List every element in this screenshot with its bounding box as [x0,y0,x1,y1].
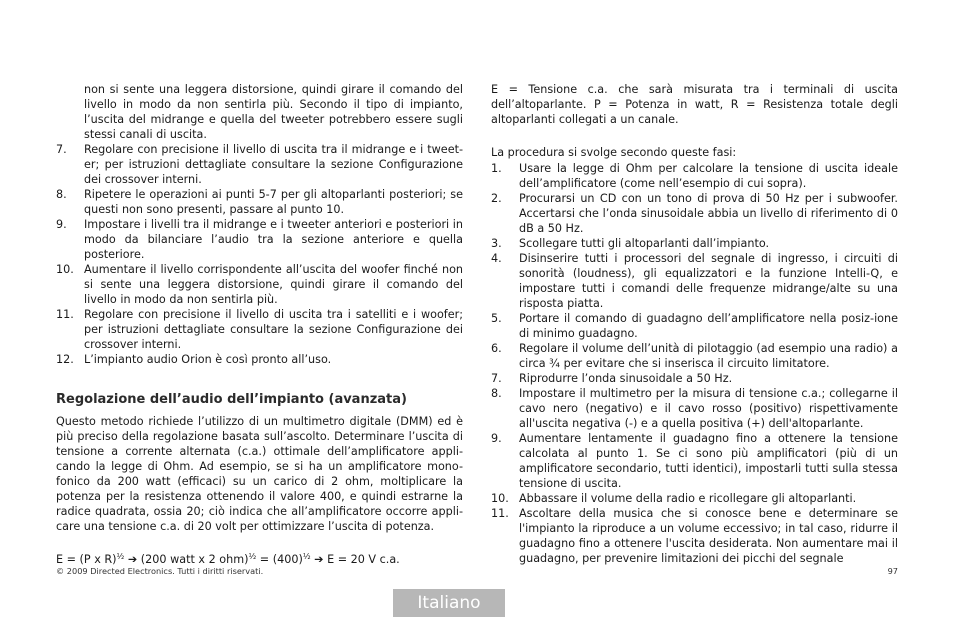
step-number: 7. [56,143,67,156]
formula-part: E = (P x R) [56,553,117,566]
step-text: Regolare con precisione il livello di uscita tra i satelliti e i woofer; per istruzioni dettagliate consultare la sezione Configurazione dei crossover interni. [84,308,463,351]
step-number: 7. [491,372,502,385]
list-item [491,191,898,236]
formula-exponent: ½ [302,552,311,561]
step-number: 8. [491,387,502,400]
step-number: 10. [491,492,509,505]
step-text: Regolare con precisione il livello di uscita tra il midrange e i tweet-er; per istruzioni dettagliate consultare la sezione Configurazione dei crossover interni. [84,143,463,186]
step-text: Ascoltare della musica che si conosce bene e determinare se l'impianto la riproduce a un volume eccessivo; in tal caso, ridurre il guadagno fino a ottenere l'uscita desiderata. Non aumentare mai il guadagno, per prevenire limitazioni dei picchi del segnale [519,507,898,565]
step-number: 8. [56,188,67,201]
left-steps-list [56,142,463,367]
formula-part: ➔ E = 20 V c.a. [310,553,400,566]
step-text: Procurarsi un CD con un tono di prova di 50 Hz per i subwoofer. Accertarsi che l’onda sinusoidale abbia un livello di riferimento di 0 dB a 50 Hz. [519,192,898,235]
step-number: 5. [491,312,502,325]
list-item [56,187,463,217]
list-item [491,386,898,431]
copyright-notice: © 2009 Directed Electronics. Tutti i diritti riservati. [56,566,264,576]
step-number: 10. [56,263,74,276]
step-number: 3. [491,237,502,250]
step-text: Impostare il multimetro per la misura di tensione c.a.; collegarne il cavo nero (negativo) e il cavo rosso (positivo) rispettivamente all'uscita negativa (-) e a quella positiva (+) dell'altoparlante. [519,387,898,430]
section-heading: Regolazione dell’audio dell’impianto (avanzata) [56,392,407,407]
continued-step-text: non si sente una leggera distorsione, quindi girare il comando del livello in modo da non sentirla più. Secondo il tipo di impianto, l’uscita del midrange e quella del tweeter potrebbero essere sugli stessi canali di uscita. [84,83,463,141]
formula-exponent: ½ [116,552,125,561]
list-item [56,142,463,187]
step-number: 6. [491,342,502,355]
formula-part: = (400) [256,553,303,566]
step-text: Disinserire tutti i processori del segnale di ingresso, i circuiti di sonorità (loudness), gli equalizzatori e la funzione Intelli-Q, e impostare tutti i comandi delle frequenze midrange/alte su una risposta piatta. [519,252,898,310]
list-item [491,371,898,386]
step-text: Impostare i livelli tra il midrange e i tweeter anteriori e posteriori in modo da bilanciare l’audio tra la sezione anteriore e quella posteriore. [84,218,463,261]
step-number: 9. [56,218,67,231]
list-item [491,431,898,491]
ohm-formula [56,552,463,567]
procedure-intro: La procedura si svolge secondo queste fasi: [491,146,737,159]
step-number: 2. [491,192,502,205]
list-item [491,251,898,311]
right-column [491,82,898,566]
section-paragraph: Questo metodo richiede l’utilizzo di un multimetro digitale (DMM) ed è più preciso della regolazione basata sull’ascolto. Determinare l’uscita di tensione a corrente alternata (c.a.) ottimale dell’amplificatore appli-cando la legge di Ohm. Ad esempio, se si ha un amplificatore mono-fonico da 200 watt (efficaci) su un carico di 2 ohm, moltiplicare la potenza per la resistenza ottenendo il valore 400, e quindi estrarne la radice quadrata, ossia 20; ciò indica che all’amplificatore occorre appli-care una tensione c.a. di 20 volt per ottimizzare l’uscita di potenza. [56,415,463,533]
list-item [56,307,463,352]
list-item [56,262,463,307]
right-steps-list [491,161,898,566]
step-number: 11. [491,507,509,520]
page-number: 97 [887,566,898,576]
step-text: Regolare il volume dell’unità di pilotaggio (ad esempio una radio) a circa ¾ per evitare che si inserisca il circuito limitatore. [519,342,898,370]
step-number: 12. [56,353,74,366]
list-item [56,352,463,367]
list-item [491,236,898,251]
formula-part: ➔ (200 watt x 2 ohm) [124,553,249,566]
left-column [56,82,463,567]
step-number: 1. [491,162,502,175]
step-text: Usare la legge di Ohm per calcolare la tensione di uscita ideale dell’amplificatore (come nell’esempio di cui sopra). [519,162,898,190]
list-item [491,506,898,566]
step-number: 9. [491,432,502,445]
step-number: 4. [491,252,502,265]
list-item [491,311,898,341]
list-item [491,491,898,506]
step-text: Aumentare il livello corrispondente all’uscita del woofer finché non si sente una leggera distorsione, quindi girare il comando del livello in modo da non sentirla più. [84,263,463,306]
list-item [491,341,898,371]
step-text: Abbassare il volume della radio e ricollegare gli altoparlanti. [519,492,857,505]
variable-definitions: E = Tensione c.a. che sarà misurata tra i terminali di uscita dell’altoparlante. P = Potenza in watt, R = Resistenza totale degli altoparlanti collegati a un canale. [491,83,898,126]
step-text: Ripetere le operazioni ai punti 5-7 per gli altoparlanti posteriori; se questi non sono presenti, passare al punto 10. [84,188,463,216]
list-item [56,217,463,262]
formula-exponent: ½ [248,552,257,561]
step-text: Portare il comando di guadagno dell’amplificatore nella posiz-ione di minimo guadagno. [519,312,898,340]
step-text: Scollegare tutti gli altoparlanti dall’impianto. [519,237,770,250]
language-tab: Italiano [393,589,505,617]
step-text: L’impianto audio Orion è così pronto all’uso. [84,353,332,366]
step-number: 11. [56,308,74,321]
step-text: Aumentare lentamente il guadagno fino a ottenere la tensione calcolata al punto 1. Se ci sono più amplificatori (più di un amplificatore secondario, tutti identici), impostarli tutti sulla stessa tensione di uscita. [519,432,898,490]
step-text: Riprodurre l’onda sinusoidale a 50 Hz. [519,372,733,385]
list-item [491,161,898,191]
